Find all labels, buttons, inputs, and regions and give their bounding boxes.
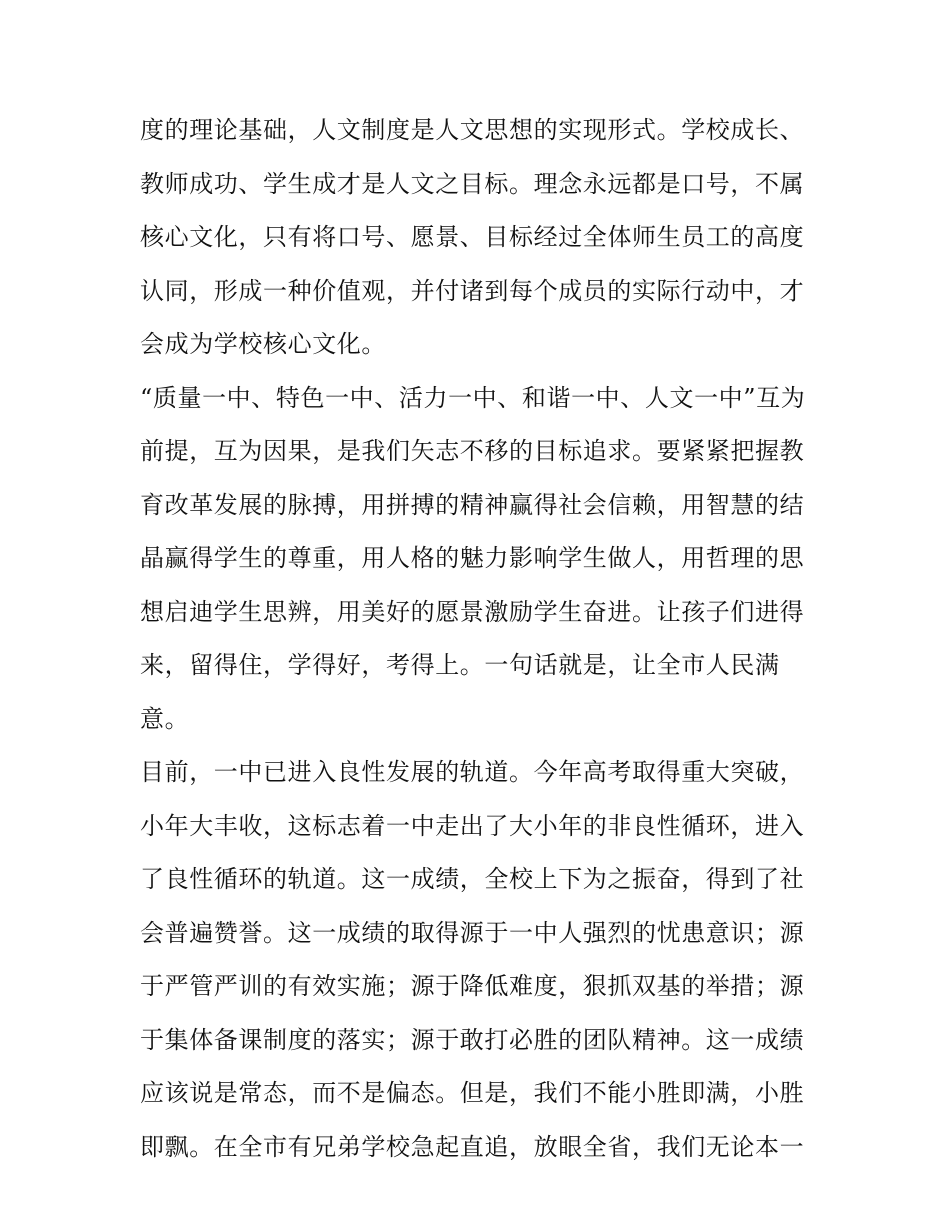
text-line: “质量一中、特色一中、活力一中、和谐一中、人文一中”互为	[140, 383, 806, 412]
text-line: 前提，互为因果，是我们矢志不移的目标追求。要紧紧把握教	[140, 437, 805, 465]
text-line: 想启迪学生思辨，用美好的愿景激励学生奋进。让孩子们进得	[140, 597, 805, 626]
text-line: 认同，形成一种价值观，并付诸到每个成员的实际行动中，才	[140, 276, 805, 305]
text-line: 即飘。在全市有兄弟学校急起直追，放眼全省，我们无论本一	[140, 1132, 805, 1161]
text-line: 意。	[140, 704, 190, 733]
text-line: 目前，一中已进入良性发展的轨道。今年高考取得重大突破，	[140, 758, 805, 786]
text-line: 教师成功、学生成才是人文之目标。理念永远都是口号，不属	[140, 169, 805, 198]
text-line: 了良性循环的轨道。这一成绩，全校上下为之振奋，得到了社	[140, 865, 805, 893]
text-line: 育改革发展的脉搏，用拼搏的精神赢得社会信赖，用智慧的结	[140, 490, 805, 519]
text-line: 小年大丰收，这标志着一中走出了大小年的非良性循环，进入	[140, 811, 805, 840]
body-text	[140, 104, 820, 1174]
text-line: 核心文化，只有将口号、愿景、目标经过全体师生员工的高度	[140, 223, 805, 251]
text-line: 应该说是常态，而不是偏态。但是，我们不能小胜即满，小胜	[140, 1079, 805, 1107]
text-line: 来，留得住，学得好，考得上。一句话就是，让全市人民满	[140, 651, 780, 679]
text-line: 会普遍赞誉。这一成绩的取得源于一中人强烈的忧患意识；源	[140, 918, 805, 947]
text-line: 度的理论基础，人文制度是人文思想的实现形式。学校成长、	[140, 116, 805, 144]
text-line: 于严管严训的有效实施；源于降低难度，狠抓双基的举措；源	[140, 972, 805, 1000]
text-line: 晶赢得学生的尊重，用人格的魅力影响学生做人，用哲理的思	[140, 544, 805, 572]
text-line: 于集体备课制度的落实；源于敢打必胜的团队精神。这一成绩	[140, 1025, 805, 1054]
text-line: 会成为学校核心文化。	[140, 330, 386, 358]
